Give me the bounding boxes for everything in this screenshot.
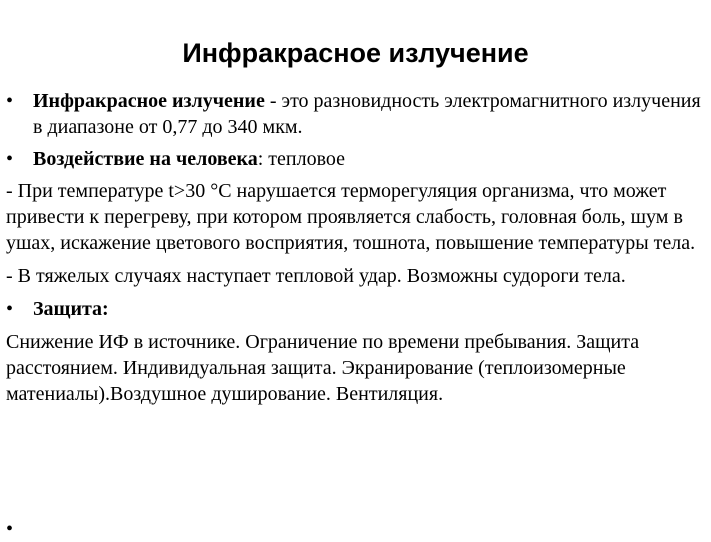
bullet-marker: • <box>6 298 14 320</box>
definition-text: - это разновидность электромагнитного излучения в диапазоне от 0,77 до 340 мкм. <box>33 90 701 138</box>
slide-content <box>6 88 706 407</box>
bullet-protection <box>6 296 706 322</box>
definition-term: Инфракрасное излучение <box>33 90 265 112</box>
effect-text: : тепловое <box>257 148 346 170</box>
slide-title: Инфракрасное излучение <box>182 38 529 68</box>
bullet-effect <box>6 146 706 172</box>
bullet-definition <box>6 88 706 140</box>
protection-term: Защита: <box>33 298 109 320</box>
effect-term: Воздействие на человека <box>33 148 258 170</box>
trailing-bullet: • <box>6 518 14 540</box>
effect-paragraph-1: - При температуре t>30 °С нарушается терморегуляция организма, что может привести к перегреву, при котором проявляется слабость, головная боль, шум в ушах, искажение цветового восприятия, тошнота, повышение температуры тела. <box>6 180 696 254</box>
bullet-marker: • <box>6 90 14 112</box>
protection-paragraph: Снижение ИФ в источнике. Ограничение по времени пребывания. Защита расстоянием. Индивидуальная защита. Экранирование (теплоизомерные матениалы).Воздушное душирование. Вентиляция. <box>6 331 640 405</box>
effect-paragraph-2: - В тяжелых случаях наступает тепловой удар. Возможны судороги тела. <box>6 265 626 287</box>
bullet-marker: • <box>6 148 14 170</box>
